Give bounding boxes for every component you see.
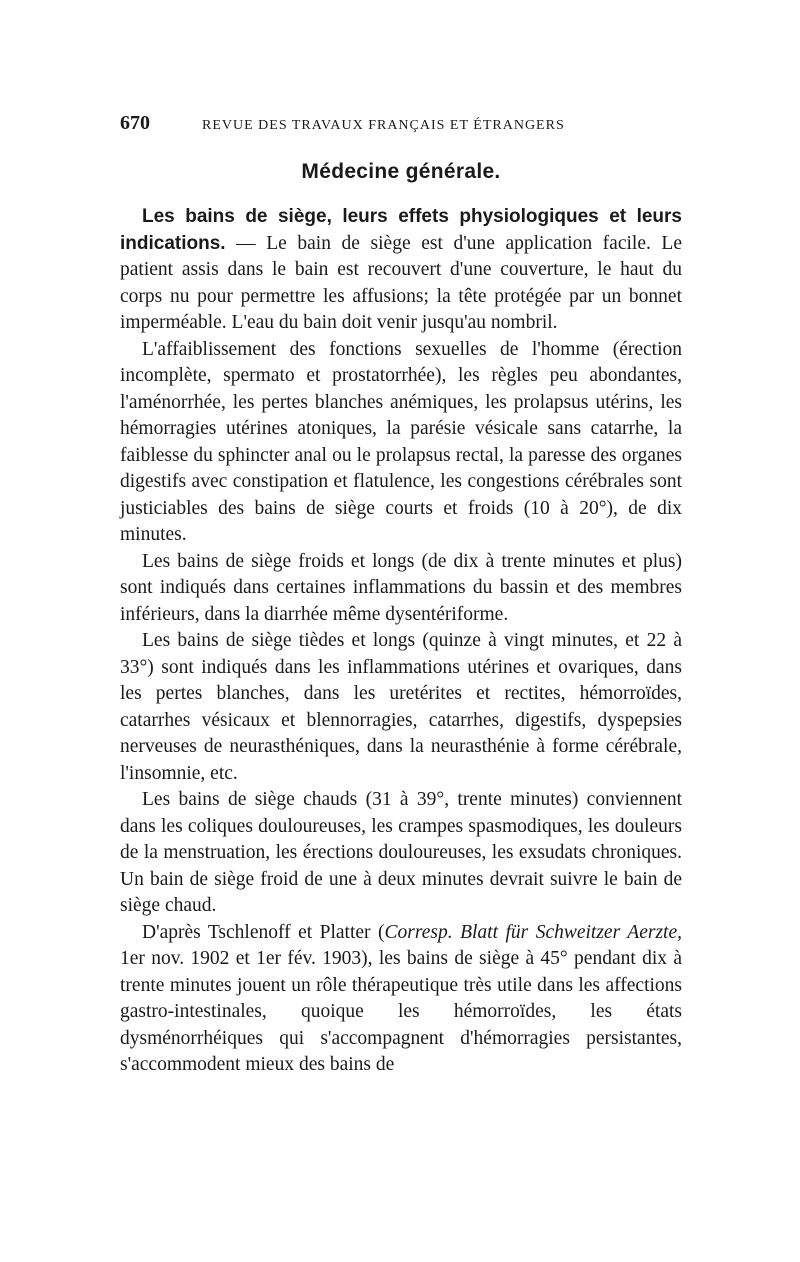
journal-citation: Corresp. Blatt für Schweitzer Aerzte,	[384, 921, 682, 943]
paragraph-6-rest: 1er nov. 1902 et 1er fév. 1903), les bains de siège à 45° pendant dix à trente minutes jouent un rôle thérapeutique très utile dans les affections gastro-intestinales, quoique les hémorroïdes, les états dysménorrhéiques qui s'accompagnent d'hémorragies persistantes, s'accommodent mieux des bains de	[120, 948, 682, 1075]
page-number: 670	[120, 112, 150, 134]
paragraph-1-text: Le bain de siège est d'une application facile. Le patient assis dans le bain est recouvert d'une couverture, le haut du corps nu pour permettre les affusions; la tête protégée par un bonnet imperméable. L'eau du bain doit venir jusqu'au nombril.	[120, 232, 682, 333]
paragraph-6-lead: D'après Tschlenoff et Platter (	[142, 921, 385, 943]
paragraph-2: L'affaiblissement des fonctions sexuelles de l'homme (érection incomplète, spermato et prostatorrhée), les règles peu abondantes, l'aménorrhée, les pertes blanches anémiques, les prolapsus utérins, les hémorragies utérines atoniques, la parésie vésicale sans catarrhe, la faiblesse du sphincter anal ou le prolapsus rectal, la paresse des organes digestifs avec constipation et flatulence, les congestions cérébrales sont justiciables des bains de siège courts et froids (10 à 20°), de dix minutes.	[120, 338, 682, 545]
title-dash: —	[225, 232, 267, 254]
page	[120, 112, 682, 1079]
paragraph-3: Les bains de siège froids et longs (de dix à trente minutes et plus) sont indiqués dans certaines inflammations du bassin et des membres inférieurs, dans la diarrhée même dysentériforme.	[120, 550, 682, 625]
paragraph-1	[120, 204, 682, 337]
journal-title: REVUE DES TRAVAUX FRANÇAIS ET ÉTRANGERS	[202, 118, 565, 133]
running-head	[120, 112, 682, 142]
paragraph-4: Les bains de siège tièdes et longs (quinze à vingt minutes, et 22 à 33°) sont indiqués dans les inflammations utérines et ovariques, dans les pertes blanches, dans les uretérites et rectites, hémorroïdes, catarrhes vésicaux et blennorragies, catarrhes, digestifs, dyspepsies nerveuses de neurasthéniques, dans la neurasthénie à forme cérébrale, l'insomnie, etc.	[120, 630, 682, 784]
article-body	[120, 204, 682, 1079]
paragraph-5: Les bains de siège chauds (31 à 39°, trente minutes) conviennent dans les coliques douloureuses, les crampes spasmodiques, les douleurs de la menstruation, les érections douloureuses, les exsudats chroniques. Un bain de siège froid de une à deux minutes devrait suivre le bain de siège chaud.	[120, 789, 682, 916]
article-title: Les bains de siège, leurs effets physiologiques et leurs indications.	[120, 206, 682, 254]
paragraph-6	[120, 920, 682, 1079]
section-title: Médecine générale.	[301, 160, 501, 183]
